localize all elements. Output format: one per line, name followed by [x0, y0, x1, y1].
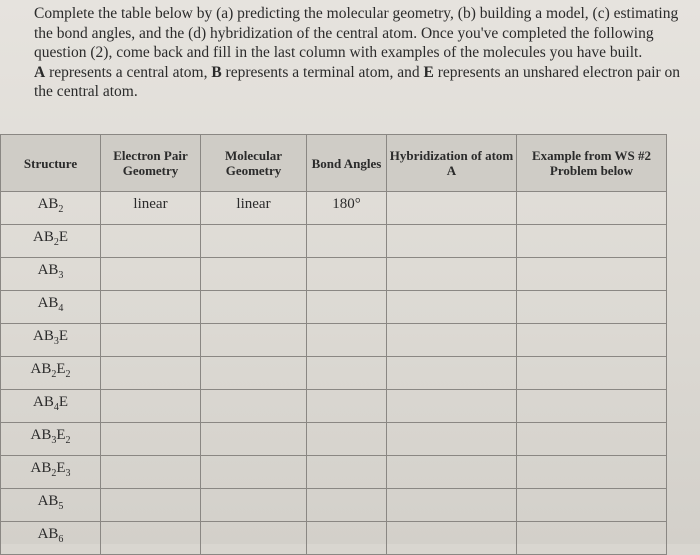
formula-e-count: 2	[65, 369, 71, 380]
structure-cell	[1, 357, 101, 390]
instructions	[34, 4, 684, 102]
bond-angle-cell[interactable]	[307, 225, 387, 258]
hybridization-cell[interactable]	[387, 357, 517, 390]
table-body	[1, 192, 667, 555]
formula-e: E	[58, 394, 68, 410]
formula-ab: AB	[30, 460, 52, 476]
formula-e-count: 2	[65, 435, 71, 446]
formula-e: E	[58, 229, 68, 245]
molecular-geometry-cell[interactable]	[201, 489, 307, 522]
table-row	[1, 456, 667, 489]
electron-pair-geometry-cell[interactable]	[101, 522, 201, 555]
formula-ab: AB	[37, 493, 59, 509]
header-structure: Structure	[1, 135, 101, 192]
example-cell[interactable]	[517, 324, 667, 357]
bond-angle-cell[interactable]	[307, 291, 387, 324]
header-example: Example from WS #2 Problem below	[517, 135, 667, 192]
formula-b-count: 2	[58, 204, 64, 215]
formula-b-count: 4	[53, 402, 59, 413]
hybridization-cell[interactable]	[387, 456, 517, 489]
header-molecular-geometry: Molecular Geometry	[201, 135, 307, 192]
bond-angle-cell[interactable]	[307, 390, 387, 423]
formula-b-count: 3	[53, 336, 59, 347]
molecular-geometry-cell[interactable]	[201, 522, 307, 555]
formula-ab: AB	[32, 328, 54, 344]
def-e-text: represents an unshared electron pair on the central atom.	[34, 63, 681, 100]
table-row	[1, 225, 667, 258]
example-cell[interactable]	[517, 357, 667, 390]
bond-angle-cell[interactable]	[307, 423, 387, 456]
instructions-paragraph: Complete the table below by (a) predicting the molecular geometry, (b) building a model, (c) estimating the bond angles, and the (d) hybridization of the central atom. Once you've completed the following question (2), come back and fill in the last column with examples of the molecules you have built.	[34, 5, 679, 61]
formula-ab: AB	[30, 361, 52, 377]
table-row	[1, 192, 667, 225]
table-row	[1, 423, 667, 456]
structure-cell	[1, 258, 101, 291]
header-hybridization: Hybridization of atom A	[387, 135, 517, 192]
molecular-geometry-cell[interactable]	[201, 390, 307, 423]
formula-ab: AB	[32, 229, 54, 245]
bond-angle-cell[interactable]	[307, 456, 387, 489]
table-row	[1, 258, 667, 291]
molecular-geometry-cell[interactable]	[201, 357, 307, 390]
formula-e: E	[58, 328, 68, 344]
structure-cell	[1, 489, 101, 522]
formula-ab: AB	[37, 526, 59, 542]
molecular-geometry-cell[interactable]	[201, 291, 307, 324]
formula-b-count: 2	[51, 369, 57, 380]
table-header-row	[1, 135, 667, 192]
formula-b-count: 3	[51, 435, 57, 446]
hybridization-cell[interactable]	[387, 390, 517, 423]
electron-pair-geometry-cell[interactable]	[101, 489, 201, 522]
structure-cell	[1, 390, 101, 423]
structure-cell	[1, 291, 101, 324]
hybridization-cell[interactable]	[387, 192, 517, 225]
def-b-text: represents a terminal atom, and	[221, 63, 424, 81]
electron-pair-geometry-cell[interactable]: linear	[101, 192, 201, 225]
formula-e: E	[56, 460, 66, 476]
structure-cell	[1, 192, 101, 225]
def-a-letter: A	[34, 63, 46, 81]
def-a-text: represents a central atom,	[45, 63, 212, 81]
hybridization-cell[interactable]	[387, 522, 517, 555]
formula-b-count: 4	[58, 303, 64, 314]
electron-pair-geometry-cell[interactable]	[101, 291, 201, 324]
electron-pair-geometry-cell[interactable]	[101, 324, 201, 357]
electron-pair-geometry-cell[interactable]	[101, 225, 201, 258]
bond-angle-cell[interactable]: 180°	[307, 192, 387, 225]
molecular-geometry-cell[interactable]: linear	[201, 192, 307, 225]
formula-ab: AB	[37, 196, 59, 212]
table-row	[1, 489, 667, 522]
def-e-letter: E	[423, 63, 434, 81]
geometry-table	[0, 134, 667, 555]
formula-ab: AB	[37, 262, 59, 278]
table-row	[1, 522, 667, 555]
formula-b-count: 5	[58, 501, 64, 512]
formula-ab: AB	[32, 394, 54, 410]
molecular-geometry-cell[interactable]	[201, 258, 307, 291]
structure-cell	[1, 456, 101, 489]
structure-cell	[1, 225, 101, 258]
electron-pair-geometry-cell[interactable]	[101, 390, 201, 423]
hybridization-cell[interactable]	[387, 291, 517, 324]
header-electron-pair-geometry: Electron Pair Geometry	[101, 135, 201, 192]
bond-angle-cell[interactable]	[307, 357, 387, 390]
formula-e-count: 3	[65, 468, 71, 479]
molecular-geometry-cell[interactable]	[201, 225, 307, 258]
formula-e: E	[56, 427, 66, 443]
example-cell[interactable]	[517, 522, 667, 555]
electron-pair-geometry-cell[interactable]	[101, 258, 201, 291]
formula-e: E	[56, 361, 66, 377]
hybridization-cell[interactable]	[387, 489, 517, 522]
formula-ab: AB	[30, 427, 52, 443]
hybridization-cell[interactable]	[387, 423, 517, 456]
bond-angle-cell[interactable]	[307, 522, 387, 555]
table-row	[1, 390, 667, 423]
structure-cell	[1, 522, 101, 555]
electron-pair-geometry-cell[interactable]	[101, 357, 201, 390]
bond-angle-cell[interactable]	[307, 258, 387, 291]
def-b-letter: B	[211, 63, 222, 81]
example-cell[interactable]	[517, 192, 667, 225]
header-bond-angles: Bond Angles	[307, 135, 387, 192]
table-row	[1, 291, 667, 324]
definitions-paragraph	[34, 63, 684, 102]
molecular-geometry-cell[interactable]	[201, 324, 307, 357]
structure-cell	[1, 423, 101, 456]
example-cell[interactable]	[517, 225, 667, 258]
example-cell[interactable]	[517, 456, 667, 489]
example-cell[interactable]	[517, 423, 667, 456]
example-cell[interactable]	[517, 390, 667, 423]
formula-b-count: 2	[51, 468, 57, 479]
molecular-geometry-cell[interactable]	[201, 456, 307, 489]
example-cell[interactable]	[517, 258, 667, 291]
formula-b-count: 2	[53, 237, 59, 248]
electron-pair-geometry-cell[interactable]	[101, 456, 201, 489]
electron-pair-geometry-cell[interactable]	[101, 423, 201, 456]
hybridization-cell[interactable]	[387, 258, 517, 291]
example-cell[interactable]	[517, 489, 667, 522]
hybridization-cell[interactable]	[387, 324, 517, 357]
molecular-geometry-cell[interactable]	[201, 423, 307, 456]
hybridization-cell[interactable]	[387, 225, 517, 258]
bond-angle-cell[interactable]	[307, 489, 387, 522]
table-row	[1, 357, 667, 390]
example-cell[interactable]	[517, 291, 667, 324]
structure-cell	[1, 324, 101, 357]
formula-b-count: 6	[58, 534, 64, 545]
formula-b-count: 3	[58, 270, 64, 281]
formula-ab: AB	[37, 295, 59, 311]
table-row	[1, 324, 667, 357]
bond-angle-cell[interactable]	[307, 324, 387, 357]
